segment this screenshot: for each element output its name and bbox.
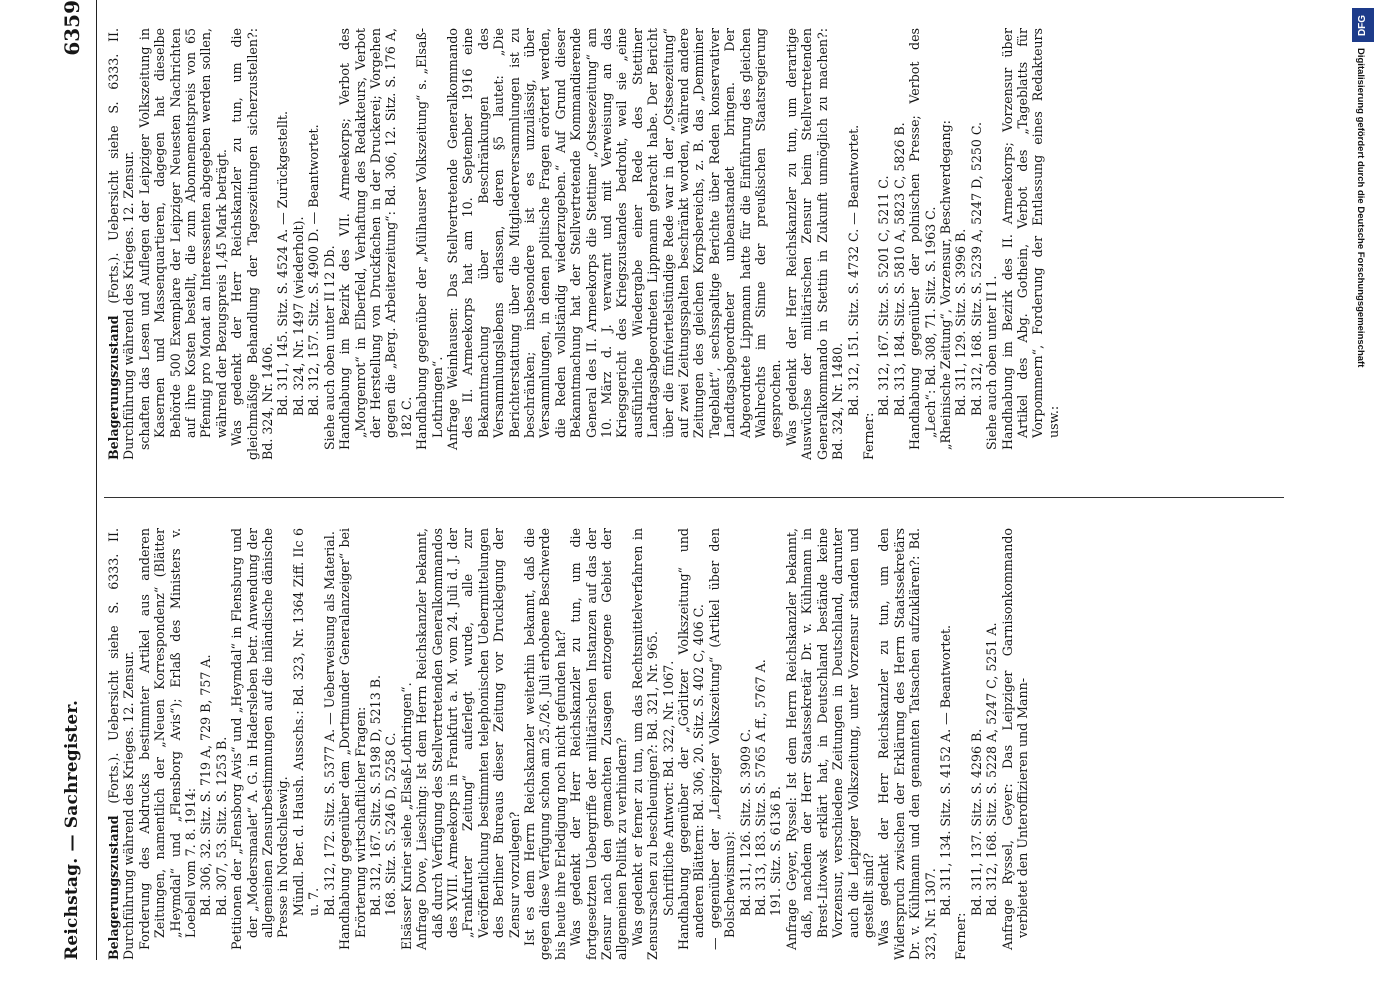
index-entry	[337, 28, 414, 460]
entry-text: „Rheinische Zeitung“, Vorzensur, Beschwerdegang:	[937, 120, 953, 450]
index-entry	[275, 28, 290, 460]
entry-text: — gegenüber der „Leipziger Volkszeitung“ (Artikel über den Bolschewismus):	[706, 528, 738, 950]
index-entry	[969, 528, 984, 960]
entry-text: Bd. 313, 184. Sitz. S. 5810 A, 5823 C, 5826 B.	[891, 122, 907, 416]
index-entry	[229, 528, 291, 960]
index-entry	[137, 28, 229, 460]
index-entry	[661, 528, 676, 960]
entry-text: Anfrage Ryssel, Geyer: Das Leipziger Garnisonkommando verbietet den Unteroffizieren und Mann-	[999, 528, 1030, 950]
entry-text: Petitionen der „Flensborg Avis“ und „Heymdal“ in Flensburg und der „Modersmaalet“ A. G. in Hadersleben betr. Anwendung der allgemeinen Zensurbestimmungen auf die inländische dänische Presse in Nordschleswig.	[229, 528, 291, 950]
entry-text: schaften das Lesen und Auflegen der Leipziger Volkszeitung in Kasernen und Massenquartieren, dagegen hat dieselbe Behörde 500 Exemplare der Leipziger Neuesten Nachrichten auf ihre Kosten bestellt, die zum Abonnementspreis von 65 Pfennig pro Monat an Interessenten abgegeben werden sollen, während der Bezugspreis 1,45 Mark beträgt.	[136, 28, 229, 450]
index-entry	[291, 28, 306, 460]
entry-text: (Forts.). Uebersicht siehe S. 6333. II. Durchführung während des Krieges. 12. Zensur.	[106, 28, 137, 460]
entry-heading: Belagerungszustand	[106, 815, 121, 960]
index-entry	[383, 528, 398, 960]
index-entry	[306, 28, 321, 460]
entry-text: Anfrage Geyer, Ryssel: Ist dem Herrn Reichskanzler bekannt, daß, nachdem der Herr Staatssekretär Dr. v. Kühlmann in Brest-Litowsk erklärt hat, in Deutschland bestände keine Vorzensur, verschiedene Zeitungen in Deutschland, darunter auch die Leipziger Volkszeitung, unter Vorzensur standen und gestellt sind?	[783, 528, 876, 950]
entry-text: Siehe auch oben unter II 12 Db.	[321, 245, 337, 450]
index-entry	[399, 528, 414, 960]
column-divider	[104, 497, 1284, 498]
index-entry	[291, 528, 322, 960]
entry-text: Bd. 311, 137. Sitz. S. 4296 B.	[968, 728, 984, 916]
index-entry	[137, 528, 199, 960]
entry-text: Handhabung gegenüber der „Mülhauser Volkszeitung“ s. „Elsaß-Lothringen“.	[414, 28, 445, 450]
entry-text: Handhabung gegenüber der polnischen Presse; Verbot des „Lech“: Bd. 308, 71. Sitz. S. 1963 C.	[907, 28, 938, 450]
entry-text: Was gedenkt der Herr Reichskanzler zu tun, um den Widerspruch zwischen der Erklärung des Herrn Staatssekretärs Dr. v. Kühlmann und den genannten Tatsachen aufzuklären?: Bd. 323, Nr. 1307.	[876, 528, 938, 960]
dfg-logo: DFG	[1352, 8, 1374, 42]
index-entry	[676, 528, 707, 960]
index-entry	[938, 528, 953, 960]
entry-text: Was gedenkt er ferner zu tun, um das Rechtsmittelverfahren in Zensursachen zu beschleunigen?: Bd. 321, Nr. 965.	[629, 528, 661, 960]
entry-text: Bd. 311, 145. Sitz. S. 4524 A. — Zurückgestellt.	[275, 111, 291, 416]
left-column	[106, 528, 1356, 960]
index-entry	[414, 528, 522, 960]
index-entry	[846, 28, 861, 460]
entry-text: Bd. 312, 168. Sitz. S. 5239 A, 5247 D, 5250 C.	[968, 121, 984, 416]
index-entry	[753, 528, 768, 960]
entry-text: Elsässer Kurier siehe „Elsaß-Lothringen“.	[398, 682, 414, 950]
index-entry	[229, 28, 275, 460]
entry-text: (Forts.). Uebersicht siehe S. 6333. II. Durchführung während des Krieges. 12. Zensur.	[106, 528, 137, 960]
index-entry	[522, 528, 568, 960]
index-entry	[738, 528, 753, 960]
entry-text: Ferner:	[953, 912, 969, 960]
entry-text: Was gedenkt der Herr Reichskanzler zu tun, um derartige Auswüchse der militärischen Zensur beim Stellvertretenden Generalkommando in Stettin in Zukunft unmöglich zu machen?: Bd. 324, Nr. 1480.	[783, 28, 846, 460]
entry-text: Bd. 311, 126. Sitz. S. 3909 C.	[737, 728, 753, 916]
index-entry	[907, 28, 938, 460]
index-entry	[322, 528, 337, 960]
index-entry	[106, 28, 137, 460]
entry-text: Handhabung im Bezirk des II. Armeekorps; Vorzensur über Artikel des Abg. Gothein, Verbot des „Tageblatts für Vorpommern“, Forderung der Entlassung eines Redakteurs usw.:	[999, 28, 1061, 450]
entry-text: Bd. 306, 32. Sitz. S. 719 A, 729 B, 757 A.	[198, 654, 214, 916]
entry-text: Bd. 312, 172. Sitz. S. 5377 A. — Ueberweisung als Material.	[321, 531, 337, 916]
index-entry	[984, 28, 999, 460]
entry-text: Bd. 312, 157. Sitz. S. 4900 D. — Beantwortet.	[306, 124, 322, 416]
index-entry	[707, 528, 738, 960]
index-entry	[198, 528, 213, 960]
entry-text: Handhabung gegenüber der „Görlitzer Volkszeitung“ und anderen Blättern: Bd. 306, 20. Sitz. S. 402 C, 406 C.	[676, 528, 707, 950]
index-entry	[568, 528, 630, 960]
index-entry	[953, 28, 968, 460]
entry-text: Ist es dem Herrn Reichskanzler weiterhin bekannt, daß die gegen diese Verfügung schon am 25./26. Juli erhobene Beschwerde bis heute ihre Erledigung noch nicht gefunden hat?	[521, 528, 568, 960]
entry-text: Bd. 311, 129. Sitz. S. 3996 B.	[953, 228, 969, 416]
index-entry	[1000, 28, 1062, 460]
entry-text: Bd. 312, 168. Sitz. S. 5228 A, 5247 C, 5251 A.	[984, 622, 1000, 916]
entry-text: Handhabung gegenüber dem „Dortmunder Generalanzeiger“ bei Erörterung wirtschaftlicher Fragen:	[337, 528, 368, 950]
entry-text: Bd. 324, Nr. 1497 (wiederholt).	[290, 216, 306, 416]
document-page	[38, 0, 1368, 960]
entry-text: Ferner:	[860, 412, 876, 460]
right-column	[106, 28, 1356, 460]
index-entry	[876, 28, 891, 460]
entry-heading: Belagerungszustand	[106, 315, 121, 460]
index-entry	[892, 28, 907, 460]
entry-text: Forderung des Abdrucks bestimmter Artikel aus anderen Zeitungen, namentlich der „Neuen Korrespondenz“ (Blätter „Heymdal“ und „Flensborg Avis“); Erlaß des Ministers v. Loebell vom 7. 8. 1914:	[136, 528, 199, 950]
entry-text: Was gedenkt der Herr Reichskanzler zu tun, um die gleichmäßige Behandlung der Tageszeitungen sicherzustellen?: Bd. 324, Nr. 1406.	[229, 28, 276, 460]
entry-text: 168. Sitz. S. 5246 D, 5258 C.	[383, 732, 399, 916]
index-entry	[984, 528, 999, 960]
page-header	[38, 0, 97, 960]
index-entry	[768, 528, 783, 960]
index-entry	[322, 28, 337, 460]
index-entry	[861, 28, 876, 460]
running-title: Reichstag. — Sachregister.	[62, 699, 82, 960]
entry-text: Handhabung im Bezirk des VII. Armeekorps; Verbot des „Morgenrot“ in Elberfeld, Verhaftung des Redakteurs, Verbot der Herstellung von Druckfachen in der Druckerei; Vorgehen gegen die „Berg. Arbeiterzeitung“: Bd. 306, 12. Sitz. S. 176 A, 182 C.	[337, 28, 414, 450]
entry-text: Anfrage Weinhausen: Das Stellvertretende Generalkommando des II. Armeekorps hat am 10. September 1916 eine Bekanntmachung über Beschränkungen des Versammlungslebens erlassen, deren §5 lautet: „Die Berichterstattung über die Mitgliederversammlungen ist zu beschränken; insbesondere ist es unzulässig, über Versammlungen, in denen politische Fragen erörtert werden, die Reden vollständig wiederzugeben.“ Auf Grund dieser Bekanntmachung hat der Stellvertretende Kommandierende General des II. Armeekorps die Stettiner „Ostseezeitung“ am 10. März d. J. verwarnt und mit Verweisung an das Kriegsgericht des Kriegszustandes bedroht, weil sie „eine ausführliche Wiedergabe einer Rede des Stettiner Landtagsabgeordneten Lippmann gebracht habe. Der Bericht über die fünfviertelstündige Rede war in der „Ostseezeitung“ auf zwei Zeitungsspalten beschränkt worden, während andere Zeitungen des gleichen Korpsbereichs, z. B. das „Demminer Tageblatt“, sechsspaltige Berichte über Reden konservativer Landtagsabgeordneter unbeanstandet bringen. Der Abgeordnete Lippmann hatte für die Einführung des gleichen Wahlrechts im Sinne der preußischen Staatsregierung gesprochen.	[444, 28, 784, 450]
index-entry	[368, 528, 383, 960]
index-entry	[1000, 528, 1031, 960]
index-entry	[876, 528, 938, 960]
entry-text: Bd. 313, 183. Sitz. S. 5765 A ff., 5767 A.	[753, 659, 769, 916]
entry-text: Bd. 312, 167. Sitz. S. 5198 D, 5213 B.	[367, 675, 383, 916]
index-entry	[445, 28, 784, 460]
index-entry	[214, 528, 229, 960]
funding-notice: Digitalisierung gefördert durch die Deutsche Forschungsgemeinschaft	[1355, 48, 1366, 368]
entry-text: Siehe auch oben unter II 1.	[984, 275, 1000, 450]
index-entry	[106, 528, 137, 960]
index-entry	[938, 28, 953, 460]
index-entry	[784, 28, 846, 460]
entry-text: Mündl. Ber. d. Haush. Ausschs.: Bd. 323, Nr. 1364 Ziff. IIc 6 u. 7.	[290, 528, 322, 916]
entry-text: Bd. 312, 151. Sitz. S. 4732 C. — Beantwortet.	[845, 124, 861, 416]
index-entry	[953, 528, 968, 960]
entry-text: Schriftliche Antwort: Bd. 322, Nr. 1067.	[660, 660, 676, 916]
page-number: 6359	[60, 0, 84, 56]
index-entry	[969, 28, 984, 460]
entry-text: Anfrage Dove, Liesching: Ist dem Herrn Reichskanzler bekannt, daß durch Verfügung des Stellvertretenden Generalkommandos des XVIII. Armeekorps in Frankfurt a. M. vom 24. Juli d. J. der „Frankfurter Zeitung“ auferlegt wurde, alle zur Veröffentlichung bestimmten telephonischen Uebermittelungen des Berliner Bureaus dieser Zeitung vor Drucklegung der Zensur vorzulegen?	[414, 528, 522, 950]
index-entry	[630, 528, 661, 960]
entry-text: Bd. 311, 134. Sitz. S. 4152 A. — Beantwortet.	[937, 624, 953, 916]
index-entry	[414, 28, 445, 460]
entry-text: 191. Sitz. S. 6136 B.	[768, 786, 784, 916]
entry-text: Bd. 312, 167. Sitz. S. 5201 C, 5211 C.	[876, 175, 892, 416]
index-entry	[337, 528, 368, 960]
entry-text: Was gedenkt der Herr Reichskanzler zu tun, um die fortgesetzten Uebergriffe der militärischen Instanzen auf das der Zensur nach den gemachten Zusagen entzogene Gebiet der allgemeinen Politik zu verhindern?	[568, 528, 630, 960]
entry-text: Bd. 307, 53. Sitz. S. 1253 B.	[213, 736, 229, 916]
index-entry	[784, 528, 876, 960]
